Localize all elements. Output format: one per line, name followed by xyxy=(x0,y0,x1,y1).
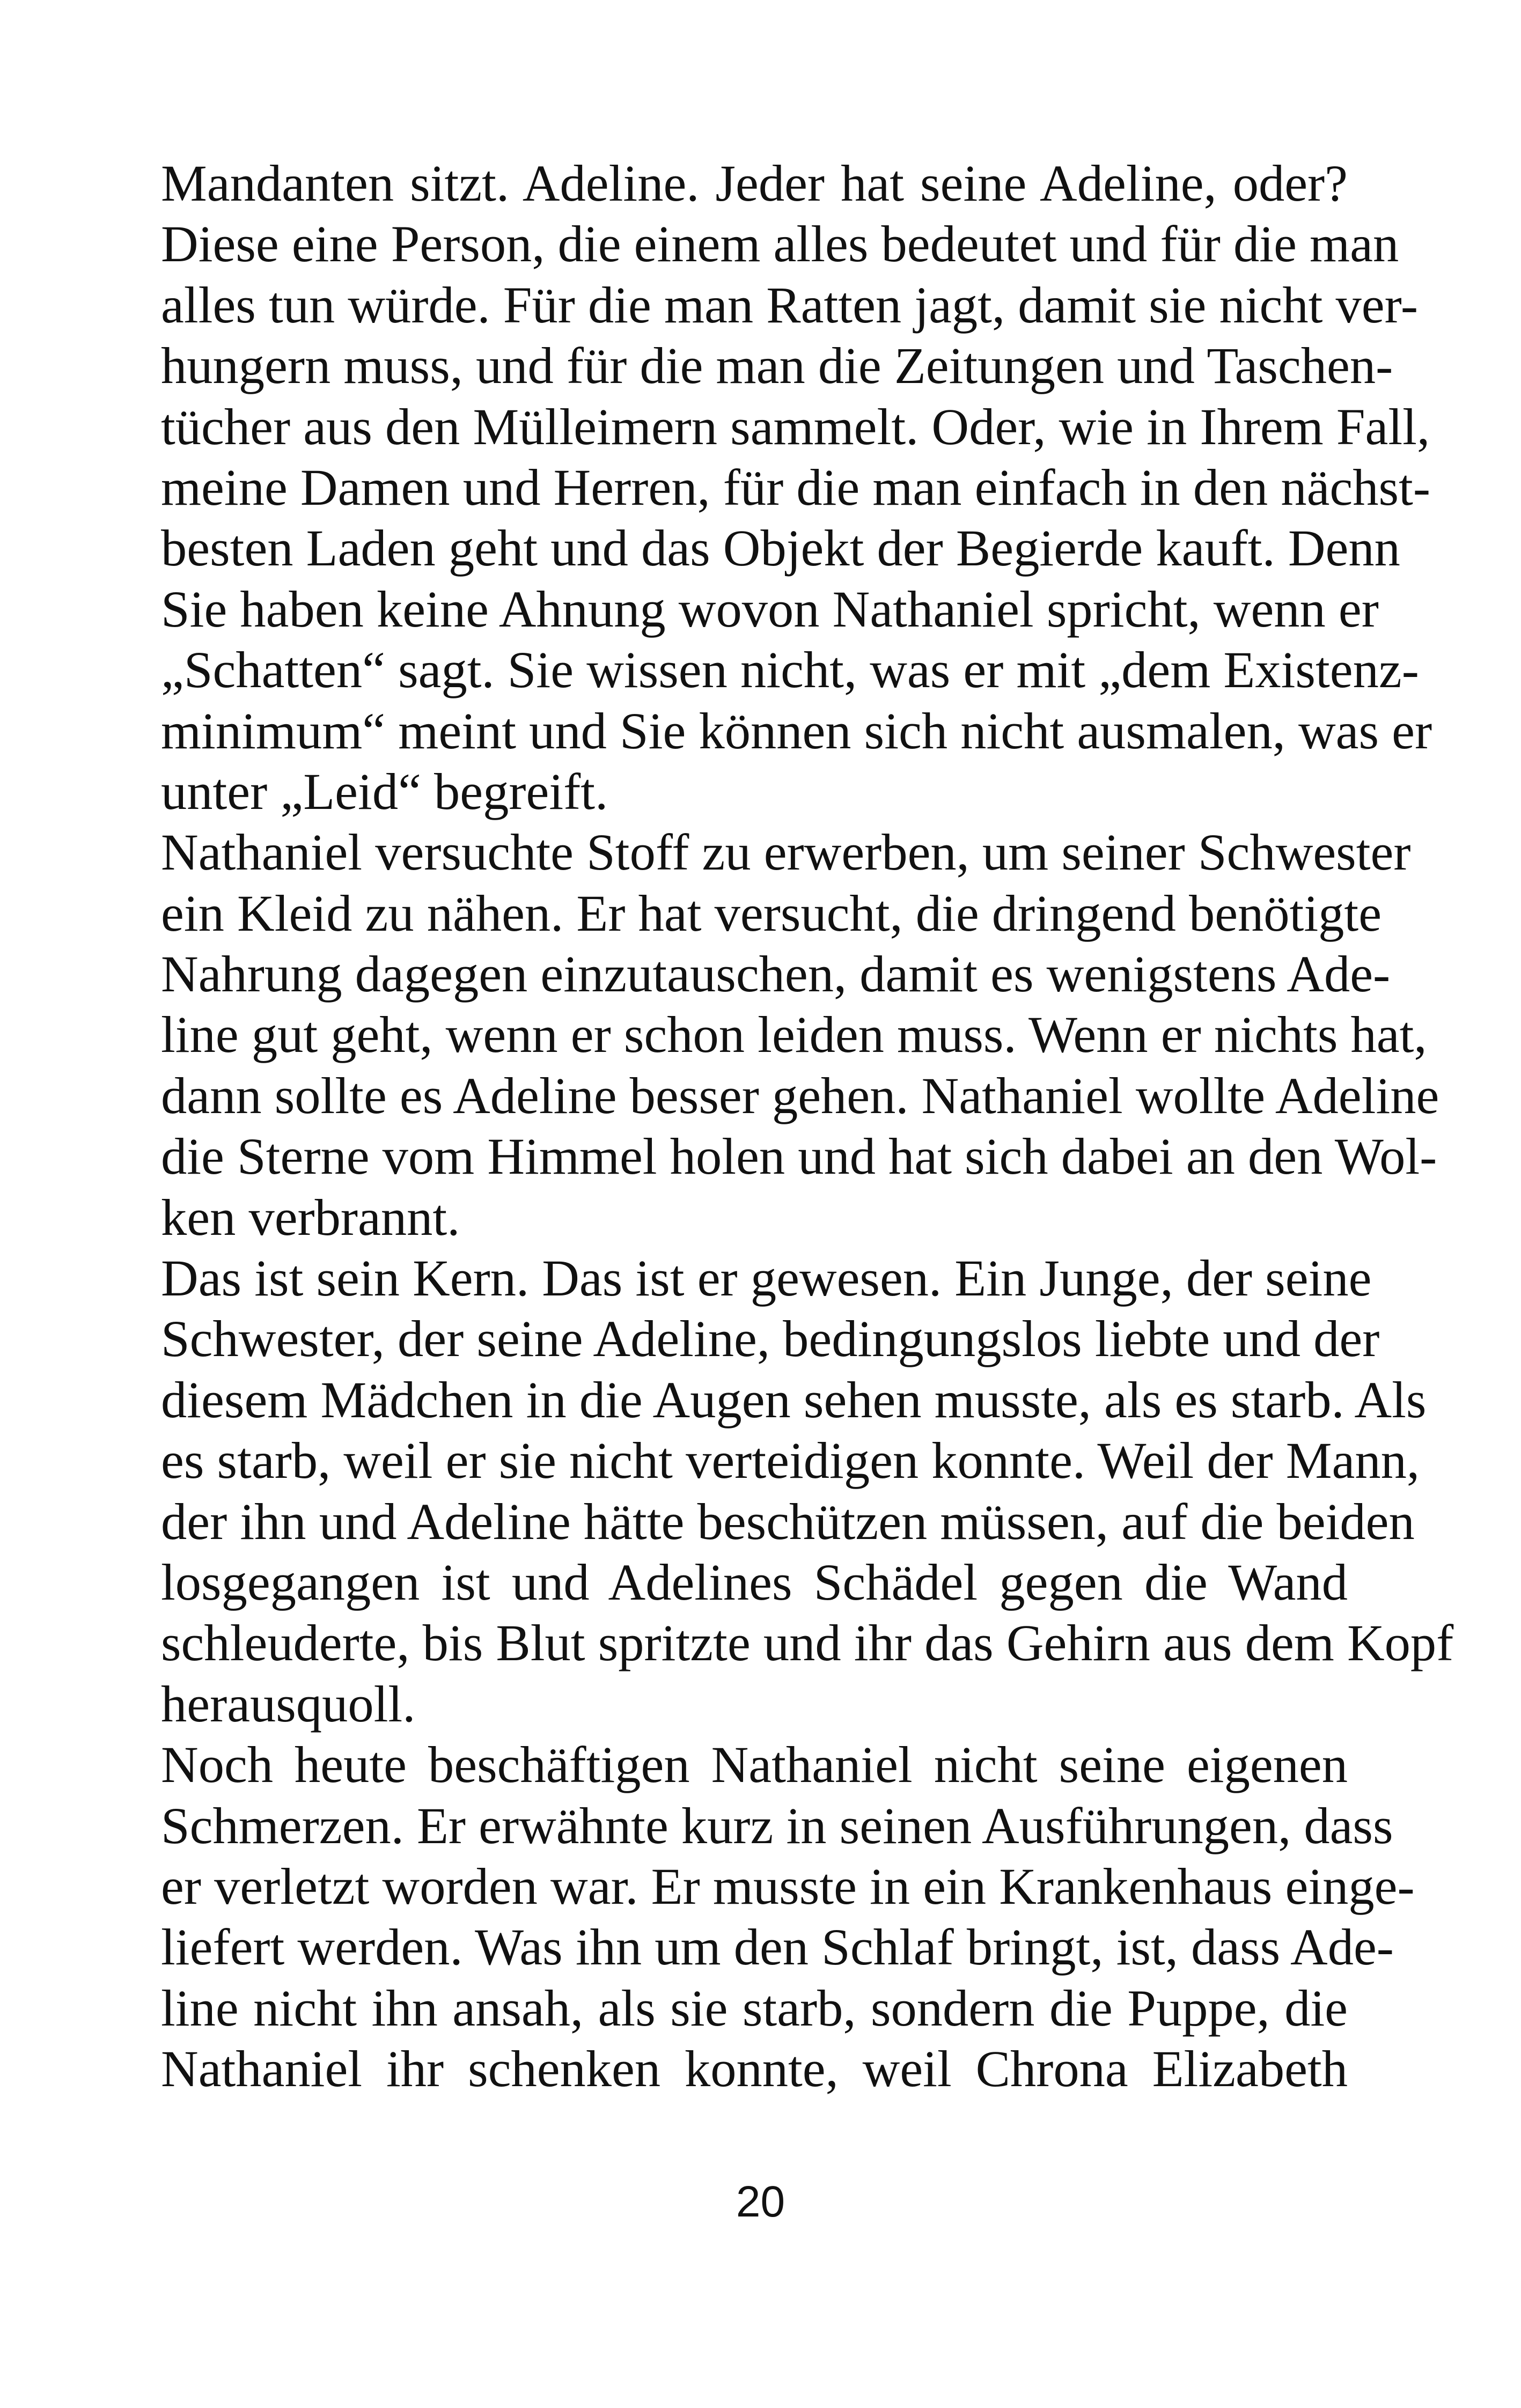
text-line: line nicht ihn ansah, als sie starb, sondern die Puppe, die xyxy=(161,1979,1348,2037)
paragraph-3 xyxy=(161,1248,1454,1734)
text-line: Das ist sein Kern. Das ist er gewesen. Ein Junge, der seine xyxy=(161,1249,1372,1307)
text-line: Nathaniel versuchte Stoff zu erwerben, um seiner Schwester xyxy=(161,823,1411,881)
text-line: dann sollte es Adeline besser gehen. Nathaniel wollte Adeline xyxy=(161,1066,1439,1124)
page-number: 20 xyxy=(736,2177,785,2226)
text-line: Mandanten sitzt. Adeline. Jeder hat seine Adeline, oder? xyxy=(161,154,1348,212)
text-line: schleuderte, bis Blut spritzte und ihr das Gehirn aus dem Kopf xyxy=(161,1614,1454,1672)
paragraph-1 xyxy=(161,153,1432,822)
text-line: ein Kleid zu nähen. Er hat versucht, die dringend benötigte xyxy=(161,884,1382,942)
text-line: es starb, weil er sie nicht verteidigen konnte. Weil der Mann, xyxy=(161,1432,1420,1490)
text-line: liefert werden. Was ihn um den Schlaf bringt, ist, dass Ade- xyxy=(161,1918,1394,1976)
text-line: minimum“ meint und Sie können sich nicht ausmalen, was er xyxy=(161,702,1432,760)
text-line: losgegangen ist und Adelines Schädel gegen die Wand xyxy=(161,1553,1348,1611)
text-line: „Schatten“ sagt. Sie wissen nicht, was er mit „dem Existenz- xyxy=(161,641,1419,699)
text-line: er verletzt worden war. Er musste in ein Krankenhaus einge- xyxy=(161,1857,1415,1915)
text-line: tücher aus den Mülleimern sammelt. Oder, wie in Ihrem Fall, xyxy=(161,397,1430,455)
text-line: Schmerzen. Er erwähnte kurz in seinen Ausführungen, dass xyxy=(161,1796,1393,1854)
paragraph-2 xyxy=(161,822,1439,1248)
text-line: Diese eine Person, die einem alles bedeutet und für die man xyxy=(161,215,1399,273)
paragraph-4 xyxy=(161,1734,1415,2099)
text-line: hungern muss, und für die man die Zeitungen und Taschen- xyxy=(161,337,1393,395)
text-line: Nahrung dagegen einzutauschen, damit es wenigstens Ade- xyxy=(161,945,1391,1003)
text-line: unter „Leid“ begreift. xyxy=(161,762,608,820)
text-line: Noch heute beschäftigen Nathaniel nicht seine eigenen xyxy=(161,1736,1348,1794)
text-line: der ihn und Adeline hätte beschützen müssen, auf die beiden xyxy=(161,1492,1415,1550)
text-line: besten Laden geht und das Objekt der Begierde kauft. Denn xyxy=(161,519,1400,577)
text-line: Nathaniel ihr schenken konnte, weil Chrona Elizabeth xyxy=(161,2040,1348,2098)
text-line: Sie haben keine Ahnung wovon Nathaniel spricht, wenn er xyxy=(161,580,1379,638)
text-line: ken verbrannt. xyxy=(161,1188,460,1246)
text-line: die Sterne vom Himmel holen und hat sich dabei an den Wol- xyxy=(161,1128,1437,1185)
text-line: meine Damen und Herren, für die man einfach in den nächst- xyxy=(161,458,1430,516)
body-text xyxy=(161,153,1454,2100)
text-line: alles tun würde. Für die man Ratten jagt, damit sie nicht ver- xyxy=(161,276,1418,334)
text-line: Schwester, der seine Adeline, bedingungslos liebte und der xyxy=(161,1310,1380,1368)
text-line: line gut geht, wenn er schon leiden muss. Wenn er nichts hat, xyxy=(161,1006,1427,1064)
text-line: herausquoll. xyxy=(161,1675,416,1733)
text-line: diesem Mädchen in die Augen sehen musste, als es starb. Als xyxy=(161,1371,1427,1428)
